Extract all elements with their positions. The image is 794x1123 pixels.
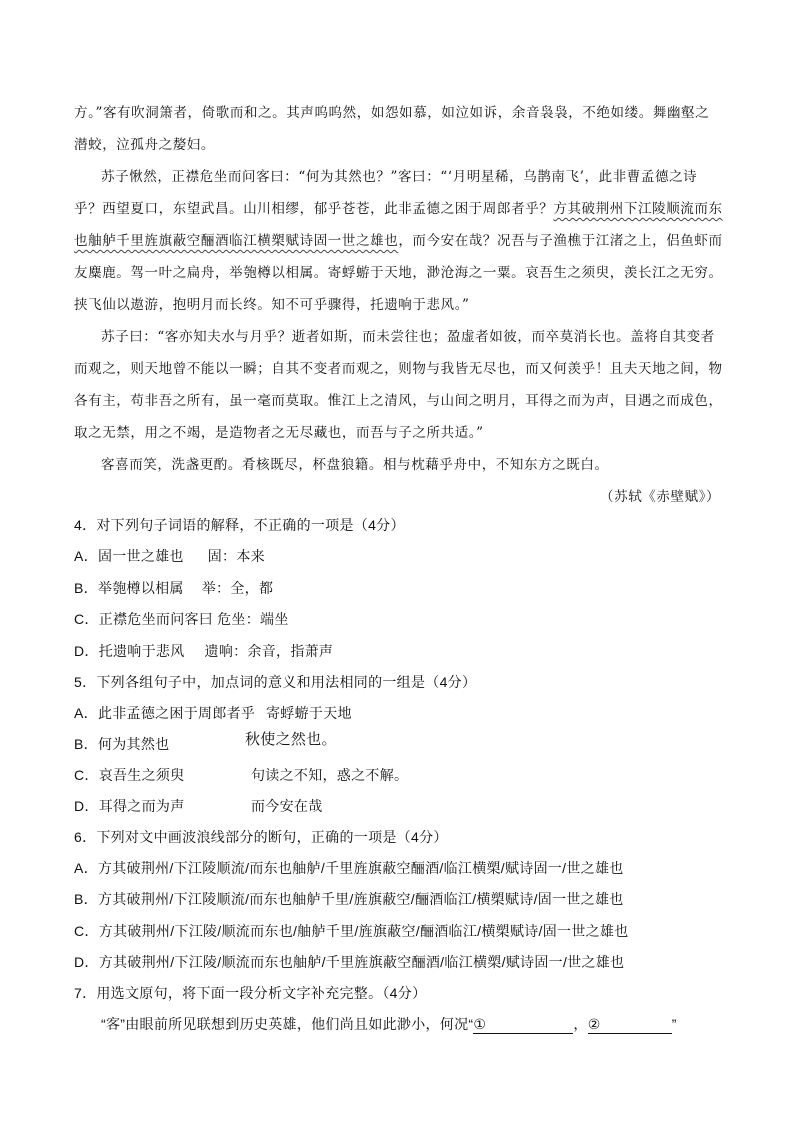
passage-line: 友麋鹿。驾一叶之扁舟，举匏樽以相属。寄蜉蝣于天地，渺沧海之一粟。哀吾生之须臾，羡长江之无穷。: [74, 265, 723, 281]
question-option-pair: 寄蜉蝣于天地: [266, 705, 352, 721]
question-option-pair: 句读之不知，惑之不解。: [251, 767, 409, 783]
question-option: [74, 641, 333, 661]
passage-line: 苏子愀然，正襟危坐而问客曰：“何为其然也？”客曰：“‘月明星稀，乌鹊南飞’，此非曹孟德之诗: [101, 169, 698, 185]
passage-line: [74, 197, 723, 217]
question-stem: 4．对下列句子词语的解释，不正确的一项是（4分）: [74, 517, 405, 533]
question-option-pair: 秋使之然也。: [245, 731, 337, 748]
question-option: A．方其破荆州/下江陵顺流/而东也舳舻/千里旌旗蔽空酾酒/临江横槊/赋诗固一/世之雄也: [74, 860, 624, 876]
question-option: B．何为其然也: [74, 736, 170, 752]
comma: ，: [573, 1016, 588, 1032]
question-option: B．方其破荆州/下江陵顺流/而东也舳舻千里/旌旗蔽空/酾酒临江/横槊赋诗/固一世之雄也: [74, 891, 624, 907]
option-sentence: A．固一世之雄也: [74, 548, 184, 564]
answer-blank-1[interactable]: ①: [473, 1016, 573, 1034]
question-stem: 6．下列对文中画波浪线部分的断句，正确的一项是（4分）: [74, 829, 448, 845]
option-sentence: D．托遗响于悲风: [74, 643, 185, 659]
answer-blank-2[interactable]: ②: [588, 1016, 672, 1034]
passage-line: 客喜而笑，洗盏更酌。肴核既尽，杯盘狼籍。相与枕藉乎舟中，不知东方之既白。: [101, 457, 609, 473]
option-explanation: 举：全，都: [201, 580, 274, 596]
question-stem: 5．下列各组句子中，加点词的意义和用法相同的一组是（4分）: [74, 674, 477, 690]
passage-text: ，而今安在哉？况吾与子渔樵于江渚之上，侣鱼虾而: [398, 233, 723, 249]
source-citation: （苏轼《赤壁赋》）: [600, 489, 721, 505]
passage-line: 苏子曰：“客亦知夫水与月乎？逝者如斯，而未尝往也；盈虚者如彼，而卒莫消长也。盖将自其变者: [101, 329, 715, 345]
option-sentence: C．正襟危坐而问客曰: [74, 611, 214, 627]
question-stem: 7．用选文原句，将下面一段分析文字补充完整。（4分）: [74, 985, 427, 1001]
fill-in-text: “客”由眼前所见联想到历史英雄，他们尚且如此渺小，何况“: [101, 1016, 474, 1032]
question-option: D．方其破荆州/下江陵/顺流而东也舳舻/千里旌旗蔽空酾酒/临江横槊/赋诗固一/世之雄也: [74, 954, 625, 970]
option-explanation: 遗响：余音，指萧声: [204, 643, 334, 659]
passage-line: 取之无禁，用之不竭，是造物者之无尽藏也，而吾与子之所共适。”: [74, 425, 484, 441]
passage-line: 各有主，苟非吾之所有，虽一毫而莫取。惟江上之清风，与山间之明月，耳得之而为声，目遇之而成色，: [74, 393, 723, 409]
question-option: [74, 578, 273, 598]
passage-line: 潜蛟，泣孤舟之嫠妇。: [74, 137, 215, 153]
passage-line: [74, 229, 723, 249]
question-option: C．方其破荆州/下江陵/顺流而东也/舳舻千里/旌旗蔽空/酾酒临江/横槊赋诗/固一世之雄也: [74, 923, 629, 939]
passage-line: 方。”客有吹洞箫者，倚歌而和之。其声呜呜然，如怨如慕，如泣如诉，余音袅袅，不绝如缕。舞幽壑之: [74, 105, 710, 121]
question-option: A．此非孟德之困于周郎者乎: [74, 705, 256, 721]
wavy-underlined-text: 也舳舻千里旌旗蔽空酾酒临江横槊赋诗固一世之雄也: [74, 233, 399, 249]
question-option-pair: 而今安在哉: [251, 798, 323, 814]
option-sentence: B．举匏樽以相属: [74, 580, 184, 596]
question-option: C．哀吾生之须臾: [74, 767, 185, 783]
passage-line: 而观之，则天地曾不能以一瞬；自其不变者而观之，则物与我皆无尽也，而又何羡乎！且夫天地之间，物: [74, 361, 723, 377]
question-option: [74, 546, 265, 566]
option-explanation: 固：本来: [207, 548, 265, 564]
option-explanation: 危坐：端坐: [217, 611, 289, 627]
fill-in-sentence: [101, 1014, 677, 1034]
passage-text: 乎？西望夏口，东望武昌。山川相缪，郁乎苍苍，此非孟德之困于周郎者乎？: [74, 201, 554, 217]
passage-line: 挟飞仙以遨游，抱明月而长终。知不可乎骤得，托遗响于悲风。”: [74, 297, 470, 313]
question-option: D．耳得之而为声: [74, 798, 185, 814]
closing-quote: ”: [671, 1016, 677, 1032]
question-option: [74, 609, 289, 629]
wavy-underlined-text: 方其破荆州下江陵顺流而东: [553, 201, 723, 217]
